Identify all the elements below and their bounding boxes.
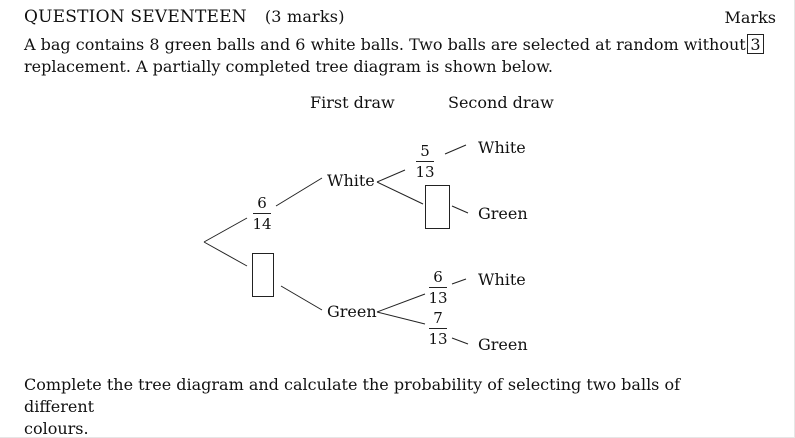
- branch-gw-end: [452, 279, 466, 284]
- fraction-bar: [253, 213, 271, 214]
- branch-white-green: [377, 182, 423, 204]
- fraction-denominator: 13: [428, 330, 448, 348]
- fraction-bar: [416, 161, 434, 162]
- branch-green-white: [377, 294, 425, 312]
- fraction-first-white: [251, 194, 273, 233]
- question-intro-line-2: replacement. A partially completed tree diagram is shown below.: [24, 57, 554, 76]
- fraction-denominator: 13: [428, 289, 448, 307]
- fraction-bar: [429, 287, 447, 288]
- second-draw-heading: Second draw: [448, 93, 554, 112]
- fraction-numerator: 6: [433, 268, 443, 286]
- fraction-green-white: [427, 268, 449, 307]
- marks-note: (3 marks): [264, 7, 345, 26]
- fraction-white-white: [414, 142, 436, 181]
- marks-column-label: Marks: [724, 8, 776, 27]
- question-intro-line-1: A bag contains 8 green balls and 6 white balls. Two balls are selected at random without: [24, 35, 746, 54]
- branch-green-green: [377, 312, 425, 324]
- answer-box-white-green[interactable]: [425, 185, 450, 229]
- marks-box: 3: [747, 34, 764, 54]
- question-prompt-line-2: colours.: [24, 419, 89, 438]
- branch-root-green: [204, 242, 247, 266]
- branch-white-white: [377, 170, 405, 182]
- branch-root-white: [204, 218, 247, 242]
- fraction-denominator: 13: [415, 163, 435, 181]
- fraction-numerator: 6: [257, 194, 267, 212]
- label-green-green: Green: [478, 335, 528, 354]
- question-prompt-line-1: Complete the tree diagram and calculate the probability of selecting two balls of different: [24, 375, 681, 416]
- label-first-green: Green: [327, 302, 377, 321]
- label-first-white: White: [327, 171, 375, 190]
- first-draw-heading: First draw: [310, 93, 395, 112]
- fraction-green-green: [427, 309, 449, 348]
- branch-gg-end: [452, 338, 468, 344]
- label-white-white: White: [478, 138, 526, 157]
- fraction-bar: [429, 328, 447, 329]
- question-title: QUESTION SEVENTEEN: [24, 7, 247, 27]
- fraction-numerator: 7: [433, 309, 443, 327]
- branch-first-white: [276, 178, 322, 206]
- branch-ww-end: [445, 145, 466, 154]
- fraction-numerator: 5: [420, 142, 430, 160]
- label-green-white: White: [478, 270, 526, 289]
- label-white-green: Green: [478, 204, 528, 223]
- branch-first-green: [281, 286, 322, 310]
- question-prompt: [24, 374, 744, 438]
- branch-wg-end: [452, 206, 468, 213]
- answer-box-first-green[interactable]: [252, 253, 274, 297]
- fraction-denominator: 14: [252, 215, 272, 233]
